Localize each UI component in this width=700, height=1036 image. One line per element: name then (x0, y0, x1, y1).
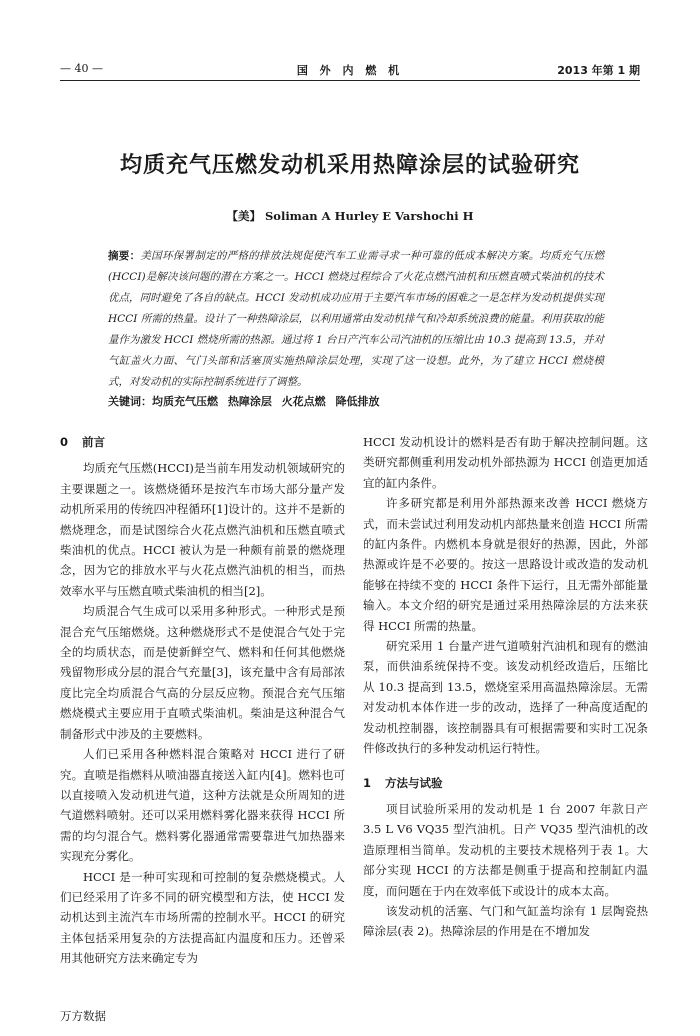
paragraph: 研究采用 1 台量产进气道喷射汽油机和现有的燃油泵，而供油系统保持不变。该发动机经改造后，压缩比从 10.3 提高到 13.5，燃烧室采用高温热障涂层。无需对发动机本体作进一步的改动，选择了一种高度适配的发动机控制器，该控制器具有可根据需要和实时工况条件修改执行的多种发动机运行特性。 (363, 639, 648, 756)
right-column (363, 432, 648, 942)
abstract-text: 美国环保署制定的严格的排放法规促使汽车工业需寻求一种可靠的低成本解决方案。均质充气压燃(HCCI)是解决该问题的潜在方案之一。HCCI 燃烧过程综合了火花点燃汽油机和压燃直喷式柴油机的技术优点，同时避免了各自的缺点。HCCI 发动机成功应用于主要汽车市场的困难之一是怎样为发动机提供实现 HCCI 所需的热量。设计了一种热障涂层，以利用通常由发动机排气和冷却系统浪费的能量。利用获取的能量作为激发 HCCI 燃烧所需的热源。通过将 1 台日产汽车公司汽油机的压缩比由 10.3 提高到 13.5，并对气缸盖火力面、气门头部和活塞顶实施热障涂层处理，实现了这一设想。此外，为了建立 HCCI 燃烧模式，对发动机的实际控制系统进行了调整。 (108, 250, 605, 388)
paragraph: 人们已采用各种燃料混合策略对 HCCI 进行了研究。直喷是指燃料从喷油器直接送入缸内[4]。燃料也可以直接喷入发动机进气道，这种方法就是众所周知的进气道燃料喷射。还可以采用燃料雾化器来获得 HCCI 所需的均匀混合气。燃料雾化器通常需要靠进气加热器来实现充分雾化。 (60, 747, 345, 864)
author-line: 【美】 Soliman A Hurley E Varshochi H (226, 209, 474, 223)
left-column (60, 432, 345, 969)
keywords (108, 393, 604, 409)
page-number: — 40 — (60, 62, 103, 75)
section-title: 前言 (82, 435, 106, 449)
section-heading-methods (363, 773, 648, 793)
section-number: 0 (60, 435, 69, 449)
section-number: 1 (363, 775, 372, 790)
paragraph: 均质混合气生成可以采用多种形式。一种形式是预混合充气压缩燃烧。这种燃烧形式不是使混合气处于完全的均质状态，而是使新鲜空气、燃料和任何其他燃烧残留物形成分层的混合气充量[3]，该充量中含有局部浓度比完全均质混合气高的分层反应物。预混合充气压缩燃烧模式主要应用于直喷式柴油机。柴油是这种混合气制备形式中涉及的主要燃料。 (60, 604, 345, 741)
paragraph: 项目试验所采用的发动机是 1 台 2007 年款日产 3.5 L V6 VQ35 型汽油机。日产 VQ35 型汽油机的改造原理相当简单。发动机的主要技术规格列于表 1。大部分实现 HCCI 的方法都是侧重于提高和控制缸内温度，而问题在于内在效率低下或设计的成本太高。 (363, 801, 648, 898)
journal-name: 国 外 内 燃 机 (296, 64, 404, 77)
footer-watermark: 万方数据 (60, 1009, 106, 1023)
keywords-text: 均质充气压燃 热障涂层 火花点燃 降低排放 (152, 395, 380, 408)
abstract (108, 246, 604, 393)
paragraph: 均质充气压燃(HCCI)是当前车用发动机领域研究的主要课题之一。该燃烧循环是按汽车市场大部分量产发动机所采用的传统四冲程循环[1]设计的。这并不是新的燃烧理念，而是试图综合火花点燃汽油机和压燃直喷式柴油机的优点。HCCI 被认为是一种颇有前景的燃烧理念，因为它的排放水平与火花点燃汽油机的相当，而热效率水平与压燃直喷式柴油机的相当[2]。 (60, 461, 345, 598)
running-header (60, 62, 640, 81)
paragraph: 该发动机的活塞、气门和气缸盖均涂有 1 层陶瓷热障涂层(表 2)。热障涂层的作用是在不增加发 (363, 903, 648, 939)
section-heading-intro (60, 432, 345, 452)
issue-label: 2013 年第 1 期 (557, 64, 640, 77)
keywords-label: 关键词： (108, 395, 152, 408)
paragraph: 许多研究都是利用外部热源来改善 HCCI 燃烧方式，而未尝试过利用发动机内部热量来创造 HCCI 所需的缸内条件。内燃机本身就是很好的热源，因此，外部热源或许是不必要的。按这一思路设计或改造的发动机能够在持续不变的 HCCI 条件下运行，且无需外部能量输入。本文介绍的研究是通过采用热障涂层的方法来获得 HCCI 所需的热量。 (363, 496, 648, 633)
paper-title: 均质充气压燃发动机采用热障涂层的试验研究 (119, 153, 580, 178)
abstract-label: 摘要： (108, 250, 141, 262)
paragraph: HCCI 发动机设计的燃料是否有助于解决控制问题。这类研究都侧重利用发动机外部热源为 HCCI 创造更加适宜的缸内条件。 (363, 435, 648, 490)
paragraph: HCCI 是一种可实现和可控制的复杂燃烧模式。人们已经采用了许多不同的研究模型和方法，使 HCCI 发动机达到主流汽车市场所需的控制水平。HCCI 的研究主体包括采用复杂的方法提高缸内温度和压力。还曾采用其他研究方法来确定专为 (60, 869, 345, 966)
section-title: 方法与试验 (385, 775, 443, 790)
